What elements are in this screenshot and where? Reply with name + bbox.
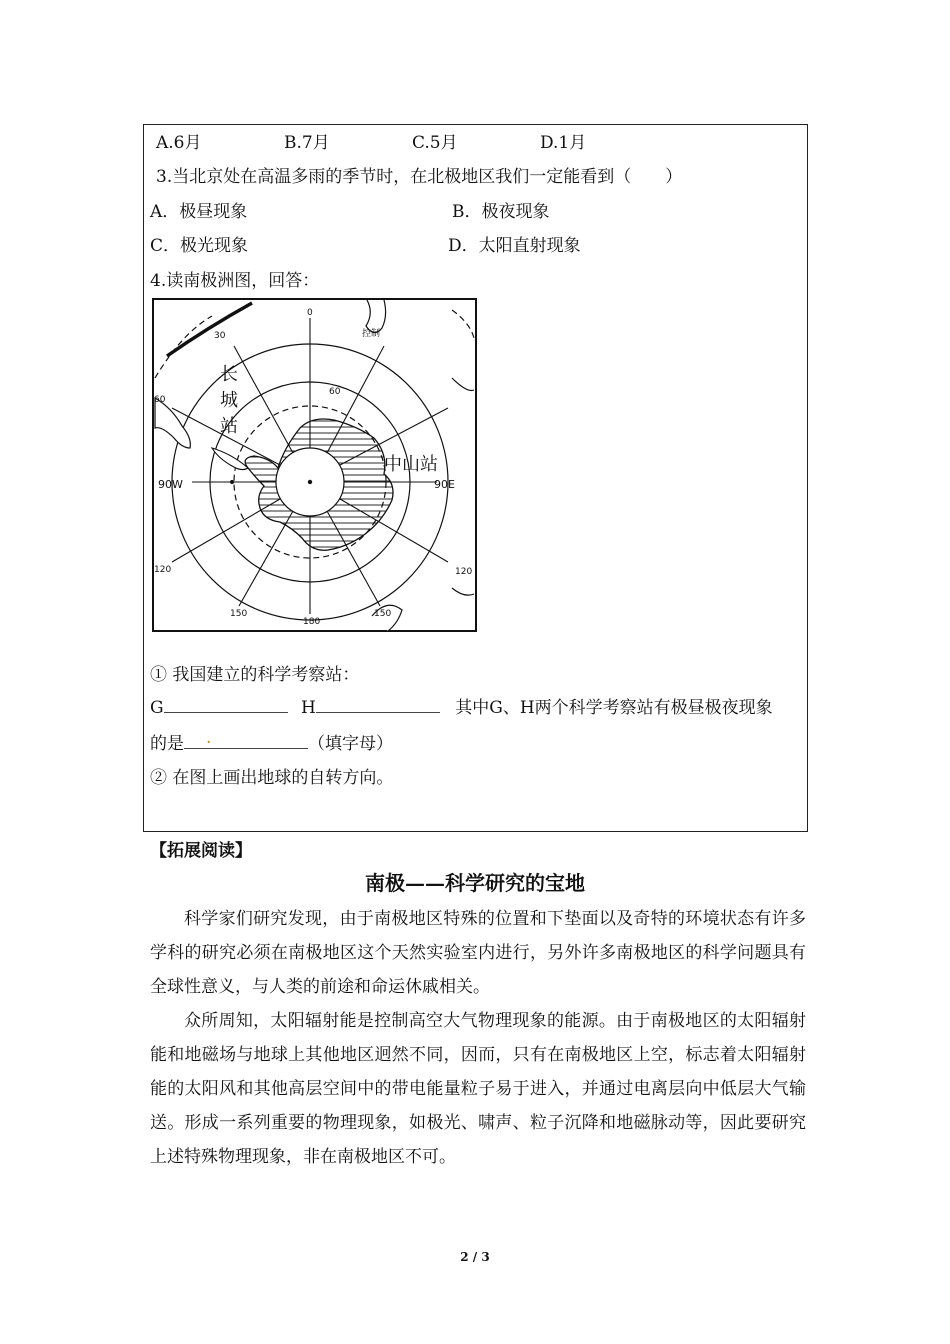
q4-answer-row — [150, 729, 393, 754]
lon-150w: 150 — [230, 609, 248, 619]
station-changcheng-2: 城 — [220, 390, 238, 411]
lon-120w: 120 — [154, 565, 172, 575]
lon-60e: 60 — [329, 387, 341, 397]
lon-0: 0 — [307, 308, 313, 318]
q3-option-a: A．极昼现象 — [150, 202, 248, 222]
station-zhongshan: 中山站 — [384, 454, 438, 475]
label-g: G — [150, 698, 164, 718]
stray-mark: . — [206, 728, 212, 748]
blank-answer[interactable] — [184, 728, 308, 749]
q3-option-b: B．极夜现象 — [452, 202, 550, 222]
q4-hint: （填字母） — [308, 734, 393, 754]
lon-150e: 150 — [374, 609, 392, 619]
paragraph: 众所周知，太阳辐射能是控制高空大气物理现象的能源。由于南极地区的太阳辐射能和地磁场与地球上其他地区迥然不同，因而，只有在南极地区上空，标志着太阳辐射能的太阳风和其他高层空间中的带电能量粒子易于进入，并通过电离层向中低层大气输送。形成一系列重要的物理现象，如极光、啸声、粒子沉降和地磁脉动等，因此要研究上述特殊物理现象，非在南极地区不可。 — [150, 1011, 806, 1167]
q2-option-c: C.5月 — [412, 133, 458, 153]
q4-tail: 其中G、H两个科学考察站有极昼极夜现象 — [455, 698, 773, 718]
lon-90w: 90W — [158, 478, 183, 491]
q2-option-b: B.7月 — [284, 133, 330, 153]
station-changcheng-3: 站 — [220, 416, 238, 437]
q3-option-d: D．太阳直射现象 — [448, 236, 581, 256]
label-kongzhi: 控制 — [362, 329, 381, 339]
lon-30: 30 — [214, 331, 226, 341]
reading-body — [150, 902, 806, 1174]
q4-sub1: ① 我国建立的科学考察站： — [150, 665, 360, 685]
label-h: H — [301, 698, 316, 718]
section-heading: 【拓展阅读】 — [150, 841, 252, 861]
lon-60w: 60 — [154, 395, 166, 405]
station-changcheng-1: 长 — [220, 364, 238, 385]
antarctica-map — [152, 298, 477, 632]
blank-g[interactable] — [164, 696, 288, 713]
q4-stem: 4.读南极洲图，回答： — [150, 271, 320, 291]
page-number: 2 / 3 — [460, 1250, 490, 1264]
q2-option-d: D.1月 — [540, 133, 587, 153]
lon-120e: 120 — [455, 567, 473, 577]
lon-180: 180 — [303, 617, 321, 627]
q2-option-a: A.6月 — [156, 133, 202, 153]
q4-sub2: ② 在图上画出地球的自转方向。 — [150, 768, 394, 788]
blank-h[interactable] — [316, 696, 440, 713]
q3-option-c: C．极光现象 — [150, 236, 249, 256]
q3-stem: 3.当北京处在高温多雨的季节时，在北极地区我们一定能看到（ ） — [156, 167, 683, 187]
reading-title: 南极——科学研究的宝地 — [365, 871, 585, 895]
q4-blanks-row — [150, 693, 773, 718]
q4-prefix2: 的是 — [150, 734, 184, 754]
paragraph: 科学家们研究发现，由于南极地区特殊的位置和下垫面以及奇特的环境状态有许多学科的研究必须在南极地区这个天然实验室内进行，另外许多南极地区的科学问题具有全球性意义，与人类的前途和命运休戚相关。 — [150, 909, 806, 997]
lon-90e: 90E — [434, 478, 455, 491]
